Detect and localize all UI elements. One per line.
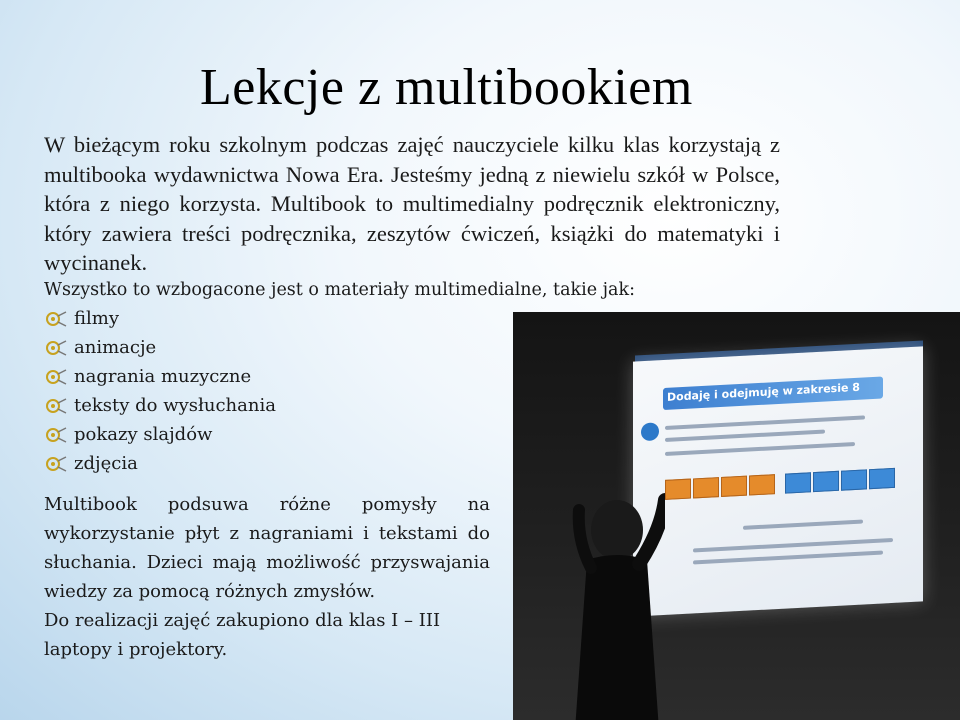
intro-paragraph: W bieżącym roku szkolnym podczas zajęć nauczyciele kilku klas korzystają z multibooka wydawnictwa Nowa Era. Jesteśmy jedną z niewielu szkół w Polsce, która z niego korzysta. Multibook to multimedialny podręcznik elektroniczny, który zawiera treści podręcznika, zeszytów ćwiczeń, książki do matematyki i wycinanek. <box>44 132 780 275</box>
box-picture <box>721 476 747 497</box>
exercise-text-line <box>693 538 893 552</box>
outro-text <box>44 490 490 664</box>
materials-list <box>44 304 276 478</box>
list-item <box>44 362 276 391</box>
list-item-label: teksty do wysłuchania <box>74 395 276 416</box>
box-picture <box>665 479 691 500</box>
list-item <box>44 420 276 449</box>
box-picture <box>841 469 867 490</box>
disc-bullet-icon <box>44 339 68 357</box>
box-picture <box>693 477 719 498</box>
list-item <box>44 449 276 478</box>
disc-bullet-icon <box>44 455 68 473</box>
info-icon <box>641 422 659 441</box>
exercise-text-line <box>743 520 863 530</box>
disc-bullet-icon <box>44 310 68 328</box>
box-picture <box>785 472 811 493</box>
outro-paragraph-1: Multibook podsuwa różne pomysły na wykorzystanie płyt z nagraniami i tekstami do słuchania. Dzieci mają możliwość przyswajania wiedzy za pomocą różnych zmysłów. <box>44 494 490 602</box>
list-item-label: nagrania muzyczne <box>74 366 252 387</box>
disc-bullet-icon <box>44 426 68 444</box>
lesson-title-bar <box>663 376 883 410</box>
exercise-text-line <box>665 430 825 442</box>
exercise-text-line <box>665 442 855 456</box>
slide-title: Lekcje z multibookiem <box>200 59 693 116</box>
exercise-text-line <box>693 550 883 564</box>
disc-bullet-icon <box>44 368 68 386</box>
disc-bullet-icon <box>44 397 68 415</box>
list-item-label: animacje <box>74 337 157 358</box>
list-item-label: pokazy slajdów <box>74 424 213 445</box>
interactive-whiteboard <box>633 346 923 616</box>
list-item <box>44 391 276 420</box>
materials-intro: Wszystko to wzbogacone jest o materiały multimedialne, takie jak: <box>44 280 635 300</box>
exercise-text-line <box>665 415 865 429</box>
outro-paragraph-2: Do realizacji zajęć zakupiono dla klas I – III laptopy i projektory. <box>44 610 441 660</box>
classroom-photo <box>513 312 960 720</box>
box-picture <box>813 471 839 492</box>
box-picture <box>749 474 775 495</box>
child-silhouette <box>569 490 665 720</box>
list-item <box>44 304 276 333</box>
list-item-label: zdjęcia <box>74 453 138 474</box>
list-item <box>44 333 276 362</box>
list-item-label: filmy <box>74 308 119 329</box>
box-picture <box>869 468 895 489</box>
lesson-title: Dodaję i odejmuję w zakresie 8 <box>667 380 860 404</box>
